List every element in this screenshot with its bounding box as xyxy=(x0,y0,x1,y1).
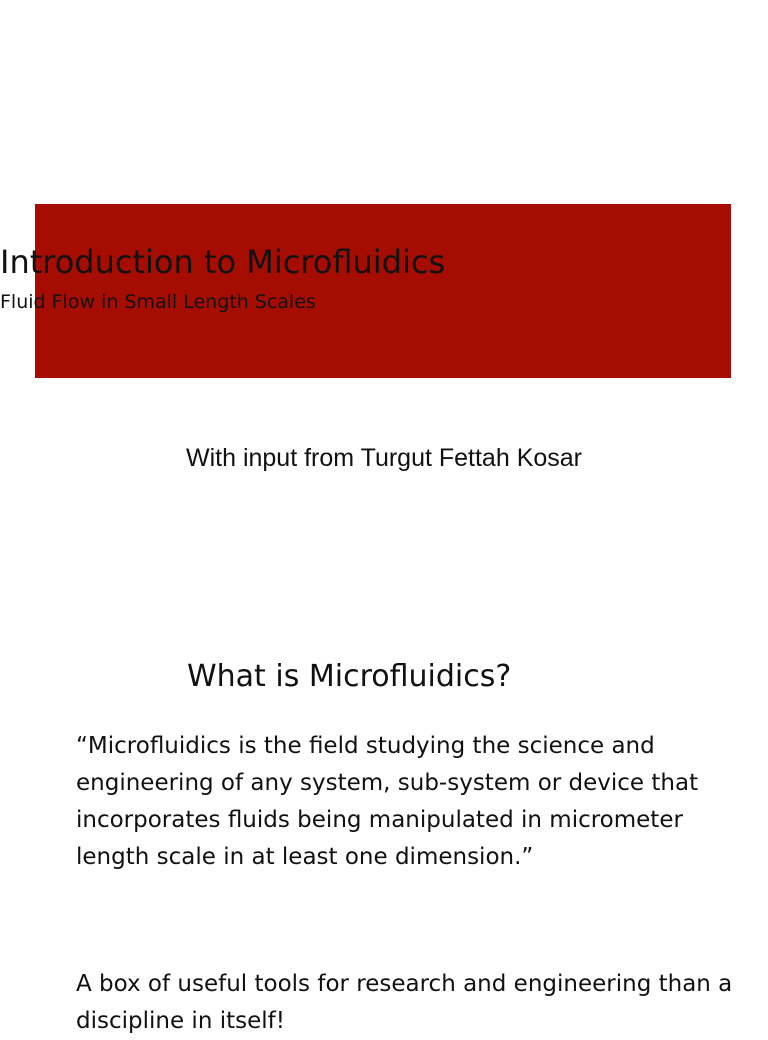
definition-quote: “Microfluidics is the field studying the science and engineering of any system, sub-system or device that incorporates fluids being manipulated in micrometer length scale in at least one dimension.” xyxy=(76,733,699,870)
tagline-text: A box of useful tools for research and engineering than a discipline in itself! xyxy=(76,971,733,1034)
section-heading: What is Microfluidics? xyxy=(187,659,512,694)
author-credit: With input from Turgut Fettah Kosar xyxy=(186,444,582,472)
page-title: Introduction to Microfluidics xyxy=(0,243,446,281)
page-subtitle: Fluid Flow in Small Length Scales xyxy=(0,291,316,313)
